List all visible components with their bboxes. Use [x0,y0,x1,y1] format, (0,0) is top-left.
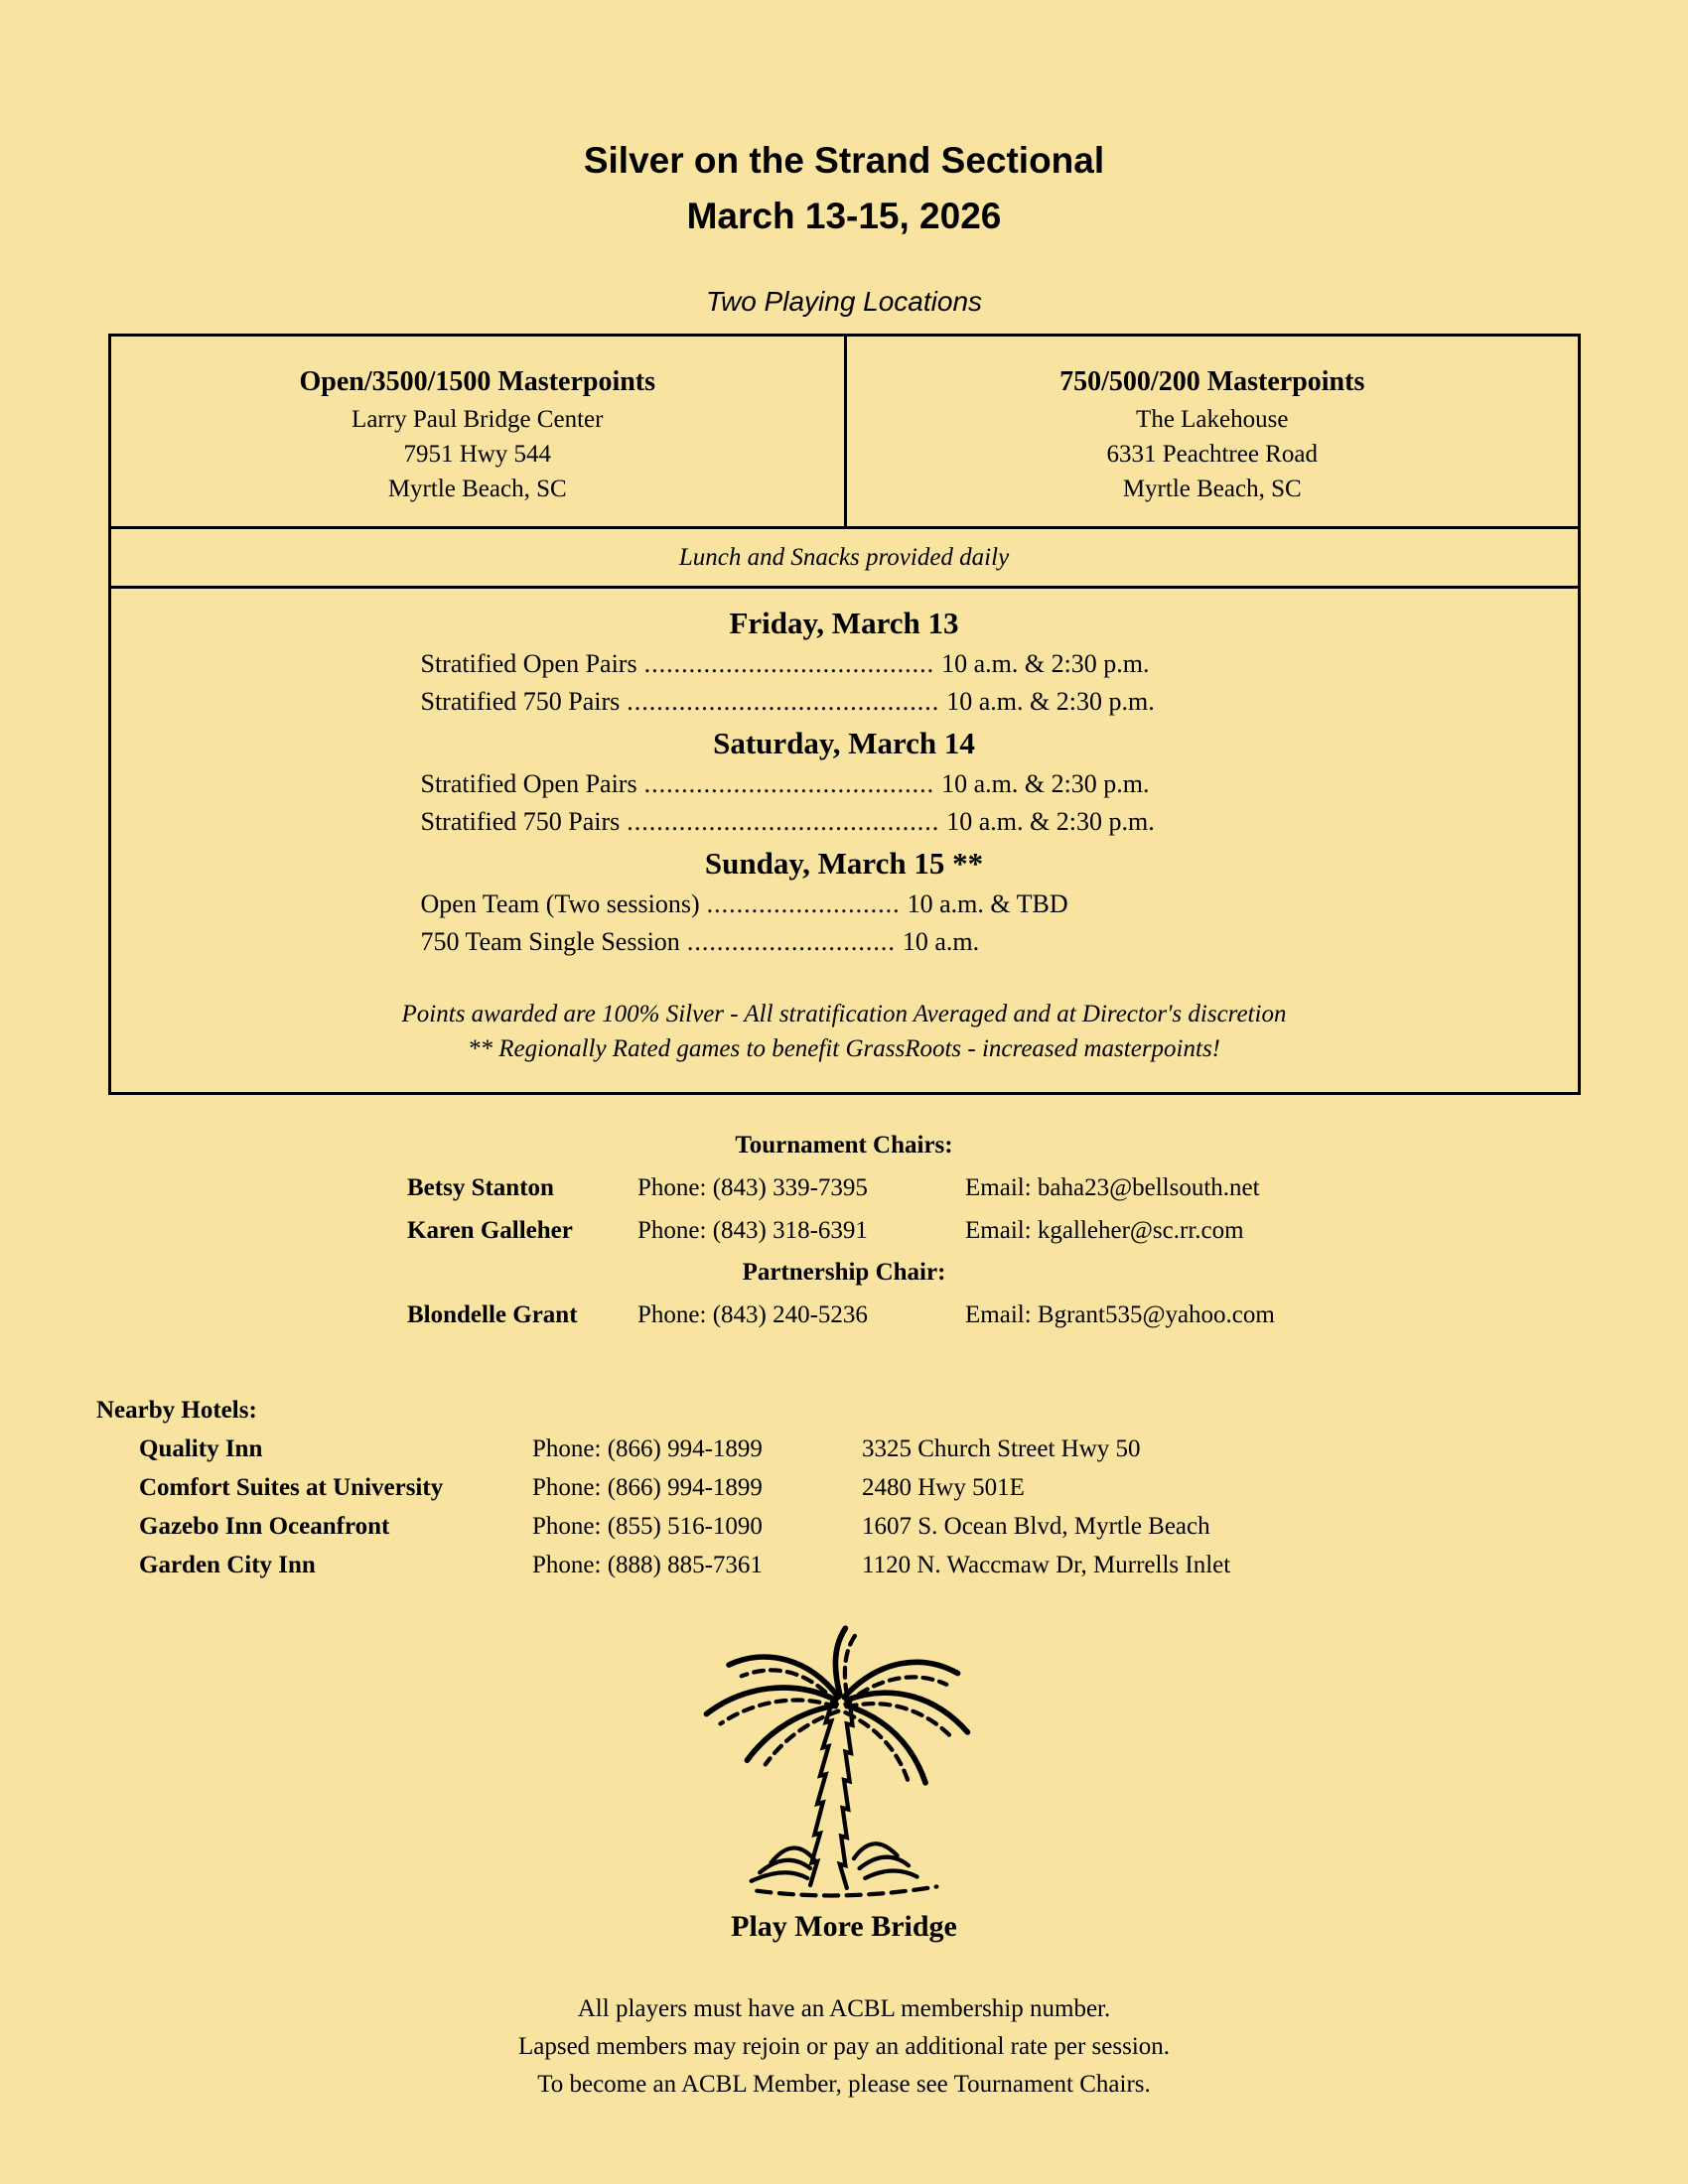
hotel-row [139,1507,1688,1546]
schedule-line [111,765,1578,803]
logo-area [0,1624,1688,1947]
chairs-section [0,1125,1688,1336]
hotel-row [139,1430,1688,1468]
dot-leader: ....................................... [643,769,935,798]
location-city: Myrtle Beach, SC [1122,476,1302,502]
tagline: Play More Bridge [731,1910,957,1943]
schedule-line [111,923,1578,961]
regional-note: ** Regionally Rated games to benefit GrassRoots - increased masterpoints! [468,1035,1220,1062]
chair-email: Email: kgalleher@sc.rr.com [965,1217,1244,1244]
chair-name: Karen Galleher [407,1217,573,1244]
partnership-chair-heading: Partnership Chair: [742,1259,946,1286]
location-street: 6331 Peachtree Road [1106,441,1318,468]
hotel-name: Comfort Suites at University [139,1474,444,1501]
chair-phone: Phone: (843) 339-7395 [637,1174,868,1201]
hotel-address: 2480 Hwy 501E [862,1474,1025,1501]
location-street: 7951 Hwy 544 [403,441,552,468]
location-heading: Open/3500/1500 Masterpoints [299,366,656,397]
event-label: Stratified 750 Pairs [420,687,621,716]
subtitle: Two Playing Locations [705,286,983,317]
footer-line-membership: All players must have an ACBL membership number. [577,1995,1111,2022]
footer-line-become-member: To become an ACBL Member, please see Tournament Chairs. [537,2071,1151,2098]
location-heading: 750/500/200 Masterpoints [1059,366,1365,397]
location-city: Myrtle Beach, SC [387,476,567,502]
hotel-name: Quality Inn [139,1435,263,1462]
chair-email: Email: Bgrant535@yahoo.com [965,1301,1275,1328]
schedule-line [111,645,1578,683]
points-note: Points awarded are 100% Silver - All stratification Averaged and at Director's discretion [401,1001,1287,1027]
chair-row [407,1209,1688,1252]
meals-note: Lunch and Snacks provided daily [111,529,1578,589]
event-label: 750 Team Single Session [420,927,680,956]
hotel-name: Gazebo Inn Oceanfront [139,1513,390,1540]
hotel-phone: Phone: (855) 516-1090 [532,1513,763,1540]
hotel-phone: Phone: (866) 994-1899 [532,1435,763,1462]
hotel-row [139,1468,1688,1507]
schedule-notes [111,997,1578,1066]
title-line1: Silver on the Strand Sectional [583,140,1105,181]
event-label: Stratified 750 Pairs [420,807,621,836]
event-time: 10 a.m. & TBD [907,889,1068,918]
day-heading-friday: Friday, March 13 [729,606,959,640]
event-time: 10 a.m. & 2:30 p.m. [946,807,1155,836]
event-time: 10 a.m. & 2:30 p.m. [941,769,1150,798]
title-line2: March 13-15, 2026 [686,196,1002,236]
event-time: 10 a.m. & 2:30 p.m. [946,687,1155,716]
schedule-line [111,886,1578,923]
chair-row [407,1294,1688,1336]
dot-leader: ....................................... [643,649,935,678]
schedule-line [111,683,1578,721]
chair-phone: Phone: (843) 240-5236 [637,1301,868,1328]
chair-name: Betsy Stanton [407,1174,554,1201]
location-cell-750 [844,337,1578,526]
dot-leader: ............................ [686,927,896,956]
day-heading-sunday: Sunday, March 15 ** [704,846,984,881]
hotel-row [139,1546,1688,1584]
hotel-name: Garden City Inn [139,1552,316,1578]
dot-leader: .......................................... [627,687,940,716]
chair-name: Blondelle Grant [407,1301,578,1328]
hotel-phone: Phone: (888) 885-7361 [532,1552,763,1578]
day-heading-saturday: Saturday, March 14 [713,726,975,760]
schedule-section [111,589,1578,1092]
footer-line-lapsed: Lapsed members may rejoin or pay an additional rate per session. [517,2033,1171,2060]
location-venue: The Lakehouse [1136,406,1289,433]
palm-tree-icon [675,1624,1013,1902]
locations-table [108,334,1581,1095]
chair-row [407,1166,1688,1209]
hotel-address: 1607 S. Ocean Blvd, Myrtle Beach [862,1513,1210,1540]
hotels-section [0,1392,1688,1584]
tournament-chairs-heading: Tournament Chairs: [735,1132,953,1159]
location-venue: Larry Paul Bridge Center [352,406,604,433]
event-label: Stratified Open Pairs [420,769,637,798]
hotel-phone: Phone: (866) 994-1899 [532,1474,763,1501]
chair-phone: Phone: (843) 318-6391 [637,1217,868,1244]
event-label: Stratified Open Pairs [420,649,637,678]
chair-email: Email: baha23@bellsouth.net [965,1174,1260,1201]
schedule-line [111,803,1578,841]
dot-leader: .......................................... [627,807,940,836]
footer-notes [0,1990,1688,2104]
location-cell-open [111,337,845,526]
hotel-address: 1120 N. Waccmaw Dr, Murrells Inlet [862,1552,1231,1578]
event-time: 10 a.m. [902,927,980,956]
event-time: 10 a.m. & 2:30 p.m. [941,649,1150,678]
event-label: Open Team (Two sessions) [420,889,700,918]
page-title [0,0,1688,244]
locations-header-row [111,337,1578,529]
hotel-address: 3325 Church Street Hwy 50 [862,1435,1141,1462]
hotels-heading: Nearby Hotels: [96,1397,257,1424]
dot-leader: .......................... [706,889,901,918]
